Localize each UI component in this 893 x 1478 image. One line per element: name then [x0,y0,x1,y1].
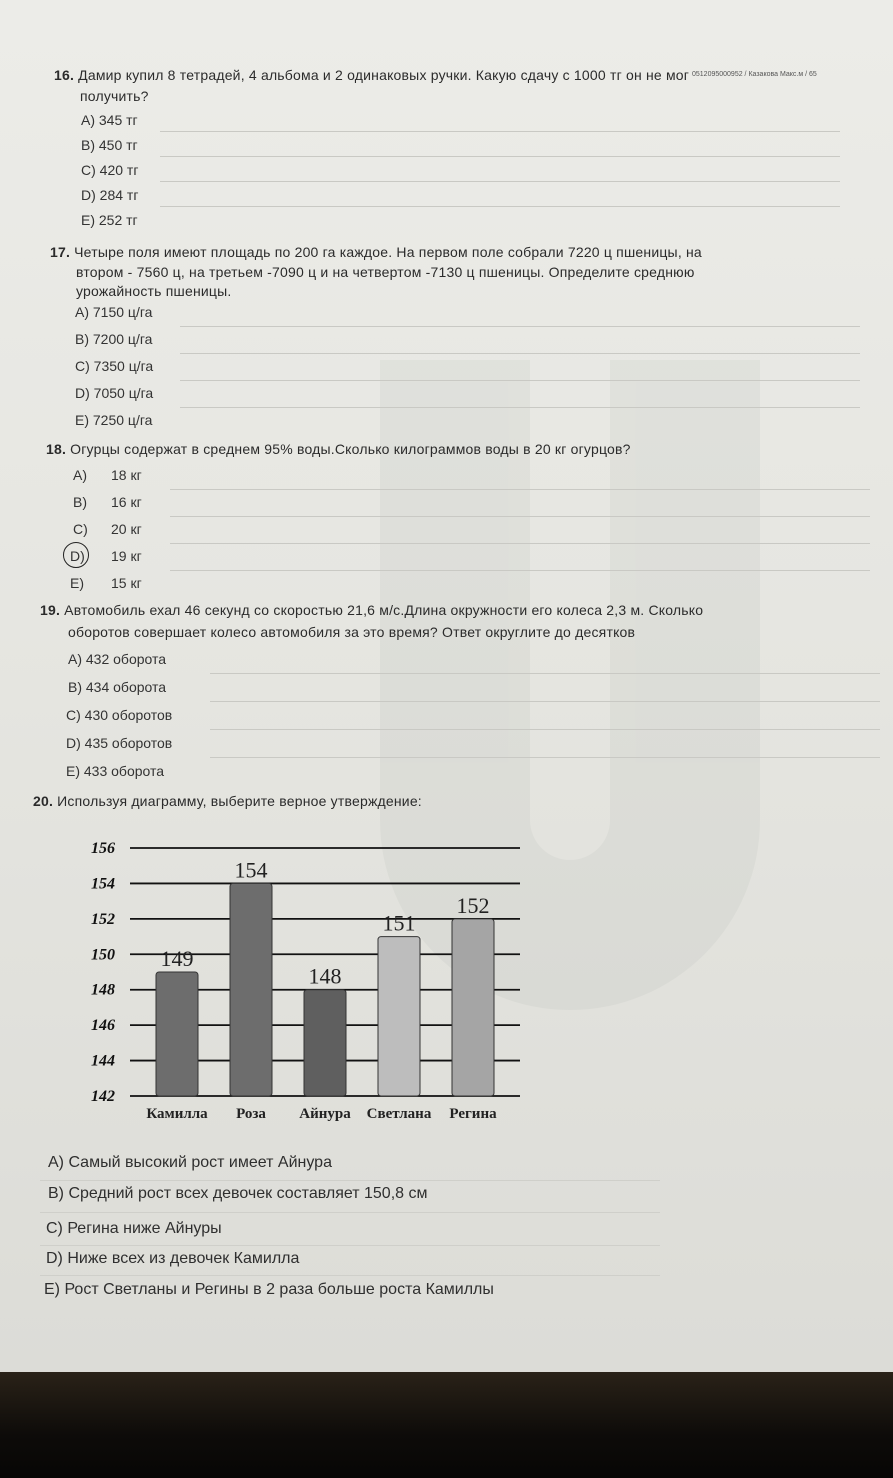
answer-line [170,489,870,490]
answer-circle-mark [63,542,89,568]
q18-option-e-letter: E) [70,575,84,591]
answer-line [210,757,880,758]
q19-text [40,601,703,620]
y-tick-label: 144 [91,1052,115,1070]
x-category-label: Регина [449,1106,497,1122]
q20-option-d: D) Ниже всех из девочек Камилла [46,1250,300,1267]
y-tick-label: 148 [91,981,115,999]
x-category-label: Камилла [146,1106,208,1122]
x-category-label: Айнура [299,1106,351,1122]
answer-line [40,1180,660,1181]
q20-line1: Используя диаграмму, выберите верное утверждение: [57,793,422,809]
q18-option-c-value: 20 кг [111,521,142,537]
y-tick-label: 142 [91,1088,115,1105]
q18-option-e-value: 15 кг [111,575,142,591]
answer-line [160,156,840,157]
q17-line1: Четыре поля имеют площадь по 200 га каждое. На первом поле собрали 7220 ц пшеницы, на [74,244,702,260]
q16-line1: Дамир купил 8 тетрадей, 4 альбома и 2 одинаковых ручки. Какую сдачу с 1000 тг он не мог [78,67,690,83]
q20-number: 20. [33,793,54,809]
answer-line [180,380,860,381]
y-tick-label: 150 [91,946,115,964]
data-label: 149 [160,946,194,971]
q18-option-d-letter: D) [70,548,85,564]
q19-option-b: B) 434 оборота [68,679,167,695]
q16-option-b: B) 450 тг [81,137,138,153]
bar [452,919,494,1096]
answer-line [210,729,880,730]
q16-number: 16. [54,67,75,83]
q17-option-b: B) 7200 ц/га [75,331,153,347]
answer-line [170,570,870,571]
q18-option-b-value: 16 кг [111,494,142,510]
bar [378,937,420,1096]
y-tick-label: 154 [91,875,115,893]
header-id: 0512095000952 / Казакова Макс.м / 65 [692,71,817,78]
q17-number: 17. [50,244,71,260]
q20-option-e: E) Рост Светланы и Регины в 2 раза больше роста Камиллы [44,1281,494,1298]
answer-line [180,407,860,408]
q18-option-c-letter: C) [73,521,88,537]
q17-option-d: D) 7050 ц/га [75,385,154,401]
y-tick-label: 146 [91,1017,115,1035]
bar [304,990,346,1096]
answer-line [160,181,840,182]
q16-option-a: A) 345 тг [81,112,138,128]
q16-option-d: D) 284 тг [81,187,139,203]
y-tick-label: 152 [91,910,115,928]
q19-option-c: C) 430 оборотов [66,707,173,723]
answer-line [210,673,880,674]
q19-number: 19. [40,602,61,618]
q19-line2: оборотов совершает колесо автомобиля за это время? Ответ округлите до десятков [68,624,636,640]
q20-option-b: B) Средний рост всех девочек составляет 150,8 см [48,1185,428,1202]
height-bar-chart [70,828,530,1128]
q18-option-a-letter: A) [73,467,87,483]
q18-number: 18. [46,441,67,457]
answer-line [40,1275,660,1276]
answer-line [210,701,880,702]
q17-option-c: C) 7350 ц/га [75,358,154,374]
bar [230,883,272,1096]
q18-option-d-value: 19 кг [111,548,142,564]
q17-option-a: A) 7150 ц/га [75,304,153,320]
data-label: 151 [382,910,416,936]
q16-text [54,66,689,85]
y-tick-label: 156 [91,840,115,857]
q16-option-e: E) 252 тг [81,212,138,228]
answer-line [180,326,860,327]
q19-option-d: D) 435 оборотов [66,735,173,751]
data-label: 154 [234,857,268,883]
answer-line [40,1212,660,1213]
answer-line [170,516,870,517]
q20-option-a: A) Самый высокий рост имеет Айнура [48,1154,332,1171]
answer-line [160,206,840,207]
q18-option-a-value: 18 кг [111,467,142,483]
q16-line2: получить? [80,88,149,104]
q18-line1: Огурцы содержат в среднем 95% воды.Сколько килограммов воды в 20 кг огурцов? [70,441,631,457]
data-label: 152 [456,892,490,918]
q16-option-c: C) 420 тг [81,162,139,178]
answer-line [170,543,870,544]
q18-option-b-letter: B) [73,494,87,510]
q18-text [46,440,631,459]
answer-line [40,1245,660,1246]
q20-text [33,792,422,811]
q17-line2: втором - 7560 ц, на третьем -7090 ц и на четвертом -7130 ц пшеницы. Определите среднюю [76,264,695,280]
desk-background [0,1372,893,1478]
q17-option-e: E) 7250 ц/га [75,412,153,428]
answer-line [180,353,860,354]
x-category-label: Роза [236,1106,266,1122]
answer-line [160,131,840,132]
q20-option-c: C) Регина ниже Айнуры [46,1220,222,1237]
q19-line1: Автомобиль ехал 46 секунд со скоростью 21,6 м/с.Длина окружности его колеса 2,3 м. Сколько [64,602,704,618]
bar [156,972,198,1096]
data-label: 148 [308,963,342,989]
q17-line3: урожайность пшеницы. [76,283,232,299]
q17-text [50,243,702,262]
q19-option-e: E) 433 оборота [66,763,165,779]
q19-option-a: A) 432 оборота [68,651,167,667]
x-category-label: Светлана [366,1106,432,1122]
